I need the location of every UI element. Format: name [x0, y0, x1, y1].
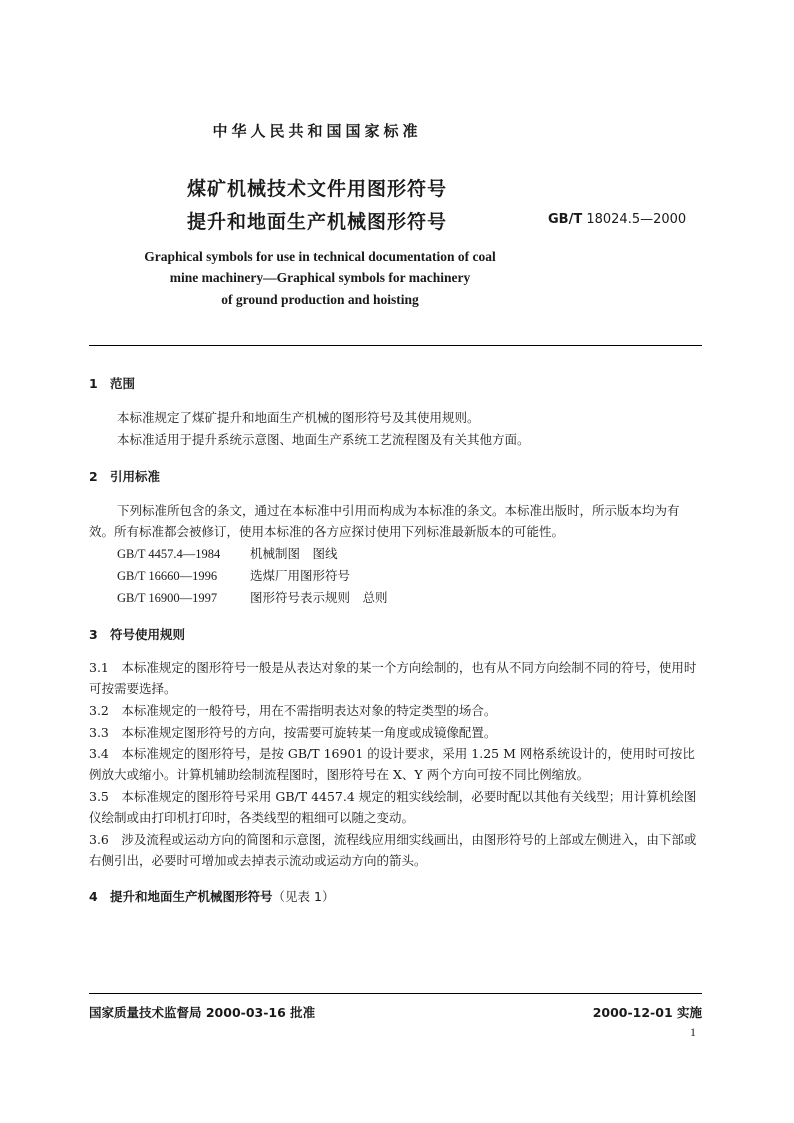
section-heading-1	[89, 374, 135, 392]
reference-item	[117, 588, 388, 606]
rule-text: 本标准规定的一般符号，用在不需指明表达对象的特定类型的场合。	[121, 703, 497, 718]
title-english-line3: of ground production and hoisting	[221, 292, 419, 307]
section-note: （见表 1）	[272, 889, 335, 904]
rule-text: 本标准规定的图形符号一般是从表达对象的某一个方向绘制的，也有从不同方向绘制不同的符号，使用时可按需要选择。	[89, 660, 697, 696]
rule-text: 本标准规定的图形符号，是按 GB/T 16901 的设计要求，采用 1.25 M 网格系统设计的，使用时可按比例放大或缩小。计算机辅助绘制流程图时，图形符号在 X、Y 两个方向可按不同比例缩放。	[89, 746, 695, 782]
reference-code: GB/T 16900—1997	[117, 591, 218, 605]
reference-code: GB/T 4457.4—1984	[117, 547, 221, 561]
reference-item	[117, 566, 350, 584]
reference-title: 选煤厂用图形符号	[250, 568, 351, 583]
paragraph-text: 下列标准所包含的条文，通过在本标准中引用而构成为本标准的条文。本标准出版时，所示版本均为有效。所有标准都会被修订，使用本标准的各方应探讨使用下列标准最新版本的可能性。	[89, 503, 680, 539]
section-number: 3	[89, 627, 98, 642]
section-number: 4	[89, 889, 98, 904]
rule-text: 本标准规定图形符号的方向，按需要可旋转某一角度或成镜像配置。	[121, 725, 497, 740]
standard-number	[548, 212, 686, 227]
paragraph	[89, 500, 702, 542]
rule-number: 3.3	[89, 725, 109, 740]
standard-prefix: GB/T	[548, 212, 583, 227]
rule-item	[89, 786, 702, 828]
rule-text: 涉及流程或运动方向的简图和示意图，流程线应用细实线画出，由图形符号的上部或左侧进入，由下部或右侧引出，必要时可增加或去掉表示流动或运动方向的箭头。	[89, 832, 697, 868]
rule-text: 本标准规定的图形符号采用 GB/T 4457.4 规定的粗实线绘制，必要时配以其他有关线型；用计算机绘图仪绘制或由打印机打印时，各类线型的粗细可以随之变动。	[89, 789, 697, 825]
section-title: 提升和地面生产机械图形符号	[110, 889, 273, 904]
rule-number: 3.4	[89, 746, 109, 761]
paragraph: 本标准规定了煤矿提升和地面生产机械的图形符号及其使用规则。	[117, 410, 480, 425]
title-chinese-line1: 煤矿机械技术文件用图形符号	[186, 178, 447, 200]
approval-info: 国家质量技术监督局 2000-03-16 批准	[89, 1005, 316, 1020]
rule-item	[89, 657, 702, 699]
rule-number: 3.6	[89, 832, 109, 847]
rule-item	[89, 700, 702, 721]
section-number: 1	[89, 376, 98, 391]
section-title: 范围	[110, 376, 136, 391]
standard-number-value: 18024.5—2000	[586, 212, 687, 227]
rule-number: 3.1	[89, 660, 109, 675]
title-chinese-line2: 提升和地面生产机械图形符号	[186, 211, 447, 233]
section-heading-2	[89, 467, 160, 485]
rule-number: 3.5	[89, 789, 109, 804]
reference-title: 图形符号表示规则 总则	[250, 590, 388, 605]
section-title: 引用标准	[110, 469, 161, 484]
standard-organization: 中华人民共和国国家标准	[212, 122, 422, 140]
implementation-date: 2000-12-01 实施	[592, 1005, 702, 1020]
header-divider	[89, 345, 702, 346]
section-number: 2	[89, 469, 98, 484]
rule-item	[89, 829, 702, 871]
section-heading-4	[89, 887, 334, 905]
footer-divider	[89, 993, 702, 994]
rule-item	[89, 722, 702, 743]
reference-code: GB/T 16660—1996	[117, 569, 218, 583]
rule-item	[89, 743, 702, 785]
section-heading-3	[89, 625, 185, 643]
reference-item	[117, 544, 338, 562]
section-title: 符号使用规则	[110, 627, 186, 642]
title-english-line1: Graphical symbols for use in technical documentation of coal	[144, 249, 496, 264]
rule-number: 3.2	[89, 703, 109, 718]
paragraph: 本标准适用于提升系统示意图、地面生产系统工艺流程图及有关其他方面。	[117, 432, 530, 447]
page-number: 1	[690, 1025, 696, 1039]
title-english-line2: mine machinery—Graphical symbols for machinery	[169, 270, 471, 285]
reference-title: 机械制图 图线	[250, 546, 338, 561]
